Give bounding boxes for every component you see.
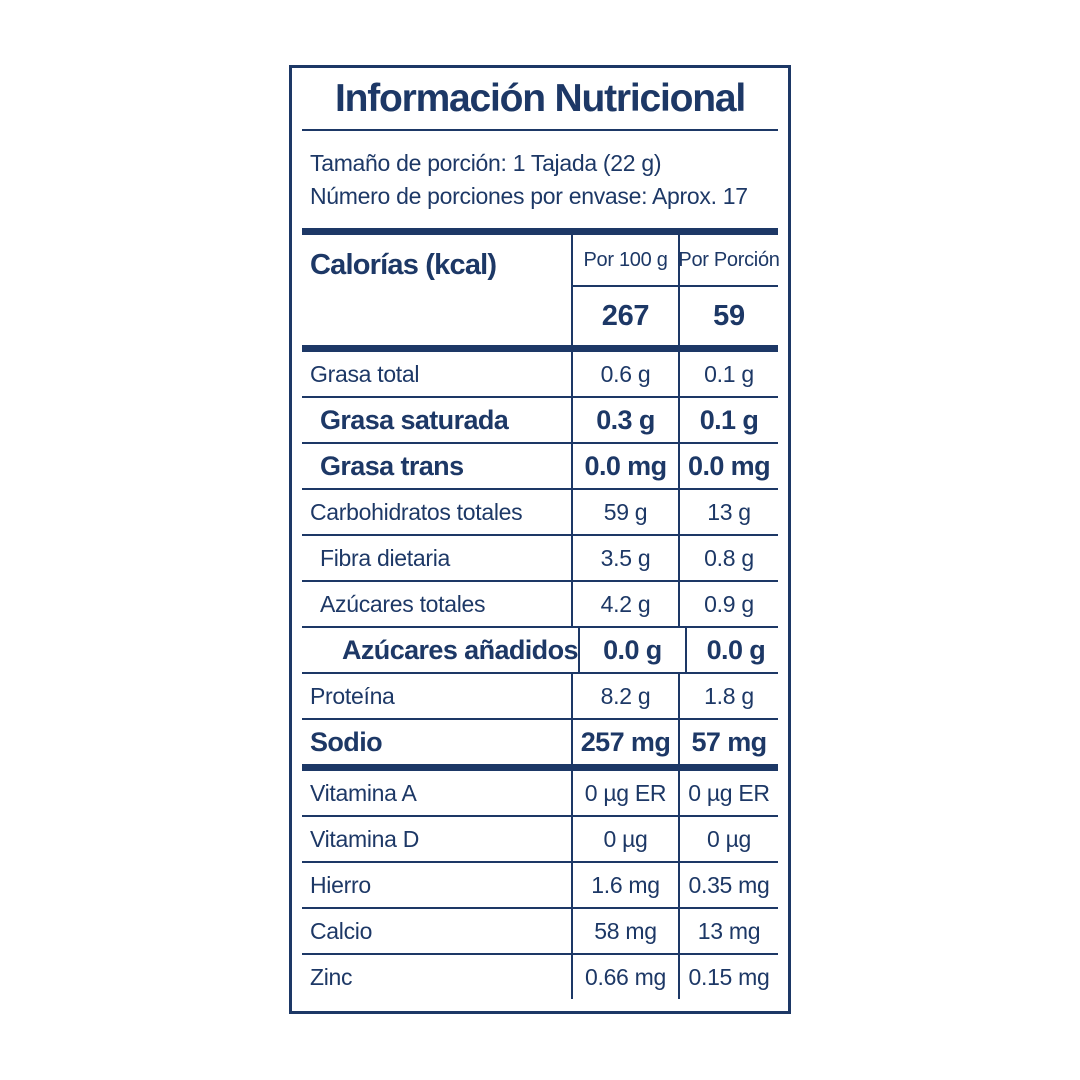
- nutrient-label: Zinc: [310, 963, 353, 990]
- nutrient-per-portion: 0 µg ER: [678, 771, 778, 815]
- nutrient-per-portion: 0.1 g: [678, 352, 778, 396]
- nutrient-label: Azúcares añadidos: [342, 634, 578, 665]
- nutrient-per-100g: 0.6 g: [571, 352, 678, 396]
- nutrient-per-100g: 59 g: [571, 490, 678, 534]
- table-row-grasa-trans: [302, 444, 778, 490]
- nutrient-label: Carbohidratos totales: [310, 498, 523, 525]
- table-row-vitamina-d: [302, 817, 778, 863]
- table-row-grasa-saturada: [302, 398, 778, 444]
- nutrient-per-100g: 0.0 mg: [571, 444, 678, 488]
- nutrient-per-portion: 0.15 mg: [678, 955, 778, 999]
- table-row-carbohidratos-totales: [302, 490, 778, 536]
- nutrient-label: Grasa trans: [320, 450, 464, 481]
- nutrient-label: Grasa saturada: [320, 404, 509, 435]
- serving-info: [302, 131, 778, 235]
- label-header: [302, 68, 778, 131]
- column-header-per-portion: Por Porción: [678, 235, 778, 287]
- nutrient-per-100g: 1.6 mg: [571, 863, 678, 907]
- nutrient-per-portion: 57 mg: [678, 720, 778, 764]
- table-row-hierro: [302, 863, 778, 909]
- nutrient-per-portion: 0 µg: [678, 817, 778, 861]
- table-row-proteina: [302, 674, 778, 720]
- nutrient-per-100g: 0 µg ER: [571, 771, 678, 815]
- serving-size-line: Tamaño de porción: 1 Tajada (22 g): [310, 150, 662, 176]
- nutrient-label: Grasa total: [310, 360, 420, 387]
- calories-per-100g-value: 267: [571, 287, 678, 345]
- nutrient-per-100g: 58 mg: [571, 909, 678, 953]
- calories-section: [302, 235, 778, 352]
- nutrient-per-100g: 4.2 g: [571, 582, 678, 626]
- nutrient-label: Proteína: [310, 682, 395, 709]
- table-row-zinc: [302, 955, 778, 999]
- nutrient-per-portion: 0.1 g: [678, 398, 778, 442]
- nutrient-per-portion: 0.0 g: [685, 628, 785, 672]
- nutrient-per-100g: 0.66 mg: [571, 955, 678, 999]
- table-row-grasa-total: [302, 352, 778, 398]
- nutrition-facts-label: [289, 65, 791, 1014]
- nutrient-label: Calcio: [310, 917, 373, 944]
- table-row-fibra-dietaria: [302, 536, 778, 582]
- nutrient-per-100g: 3.5 g: [571, 536, 678, 580]
- nutrient-label: Fibra dietaria: [320, 544, 451, 571]
- table-row-calcio: [302, 909, 778, 955]
- nutrient-per-portion: 0.0 mg: [678, 444, 778, 488]
- nutrient-per-100g: 8.2 g: [571, 674, 678, 718]
- nutrient-per-portion: 0.35 mg: [678, 863, 778, 907]
- nutrient-label: Sodio: [310, 726, 382, 757]
- nutrient-per-100g: 0.0 g: [578, 628, 685, 672]
- nutrient-per-portion: 13 mg: [678, 909, 778, 953]
- nutrient-label: Vitamina D: [310, 825, 420, 852]
- nutrient-per-portion: 0.9 g: [678, 582, 778, 626]
- nutrient-per-portion: 13 g: [678, 490, 778, 534]
- servings-per-container-line: Número de porciones por envase: Aprox. 17: [310, 182, 748, 209]
- nutrient-per-100g: 257 mg: [571, 720, 678, 764]
- nutrient-label: Vitamina A: [310, 779, 417, 806]
- calories-label: Calorías (kcal): [310, 249, 497, 281]
- table-row-sodio: [302, 720, 778, 771]
- nutrient-per-100g: 0 µg: [571, 817, 678, 861]
- nutrient-per-portion: 1.8 g: [678, 674, 778, 718]
- nutrient-per-100g: 0.3 g: [571, 398, 678, 442]
- nutrient-label: Hierro: [310, 871, 371, 898]
- nutrient-per-portion: 0.8 g: [678, 536, 778, 580]
- column-header-per-100g: Por 100 g: [571, 235, 678, 287]
- table-row-azucares-totales: [302, 582, 778, 628]
- table-row-azucares-anadidos: [302, 628, 778, 674]
- table-row-vitamina-a: [302, 771, 778, 817]
- page-title: Información Nutricional: [334, 76, 746, 120]
- nutrient-label: Azúcares totales: [320, 590, 486, 617]
- calories-per-portion-value: 59: [678, 287, 778, 345]
